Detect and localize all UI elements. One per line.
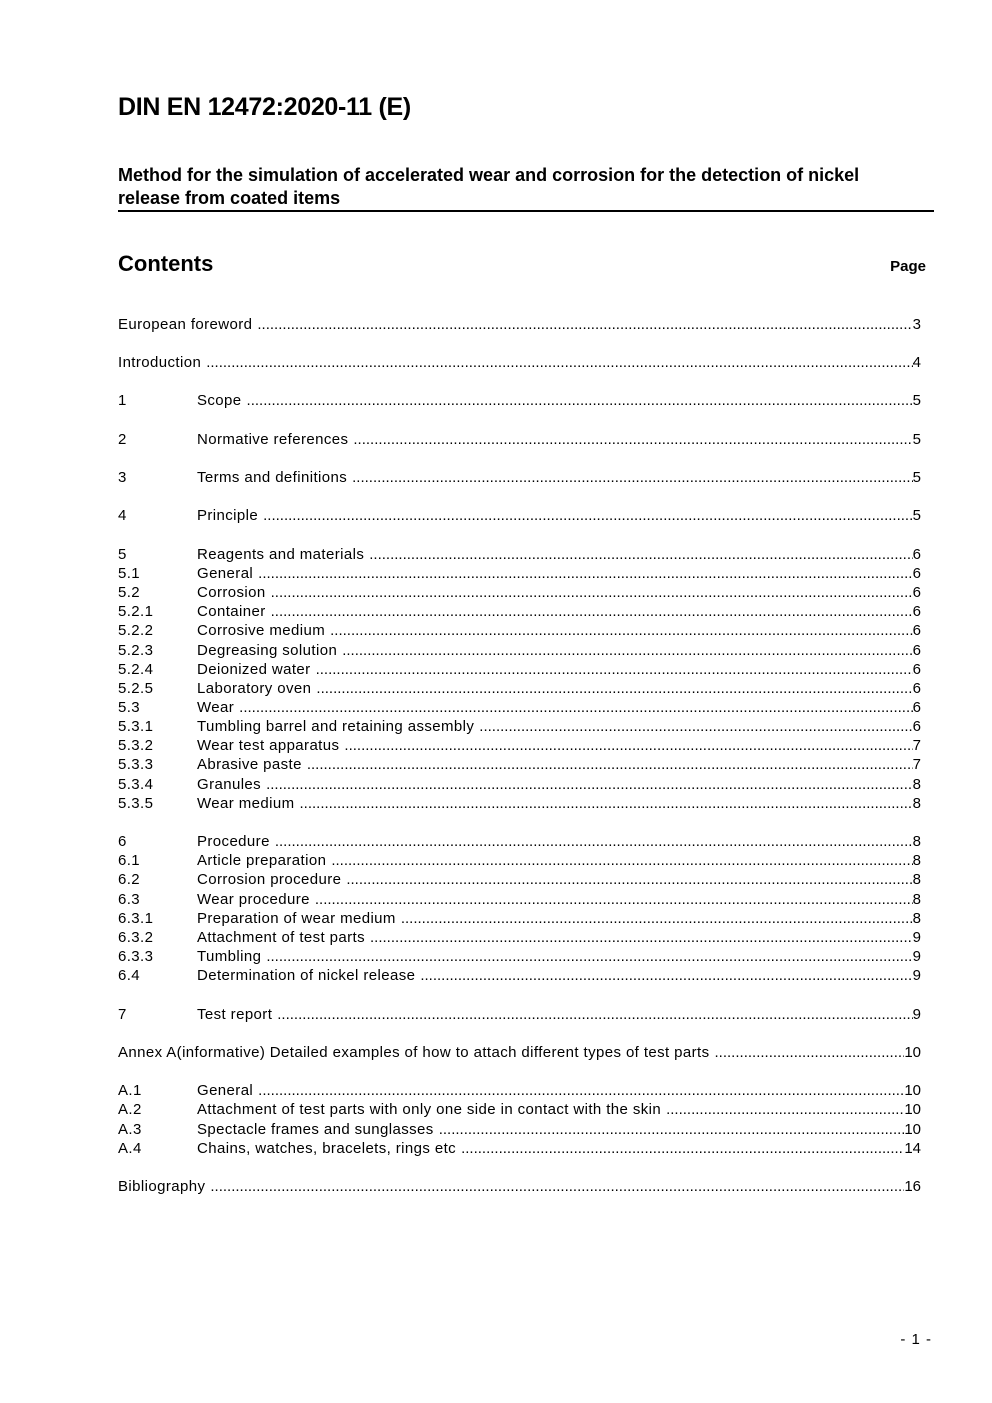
toc-entry-page: 14: [904, 1140, 921, 1157]
toc-entry-title: Tumbling barrel and retaining assembly: [197, 718, 475, 735]
toc-entry[interactable]: [118, 929, 921, 948]
title-divider: [118, 210, 934, 212]
toc-leader-dots: [316, 680, 912, 697]
toc-entry[interactable]: [118, 316, 921, 335]
toc-entry-title: Deionized water: [197, 661, 311, 678]
toc-entry-number: 5: [118, 546, 127, 563]
toc-entry-title: Laboratory oven: [197, 680, 312, 697]
toc-leader-dots: [271, 603, 913, 620]
toc-entry[interactable]: [118, 507, 921, 526]
toc-entry[interactable]: [118, 1101, 921, 1120]
toc-leader-dots: [342, 642, 912, 659]
toc-entry-number: 2: [118, 431, 127, 448]
toc-entry-number: 5.3.1: [118, 718, 154, 735]
toc-entry[interactable]: [118, 852, 921, 871]
toc-entry-number: 5.3.5: [118, 795, 154, 812]
toc-entry-title: Corrosion procedure: [197, 871, 342, 888]
toc-leader-dots: [239, 699, 912, 716]
toc-leader-dots: [352, 469, 913, 486]
toc-entry-title: Scope: [197, 392, 242, 409]
toc-entry-page: 8: [912, 871, 921, 888]
toc-entry[interactable]: [118, 795, 921, 814]
toc-leader-dots: [715, 1044, 905, 1061]
toc-entry-page: 5: [912, 431, 921, 448]
toc-entry-number: 6.1: [118, 852, 141, 869]
toc-leader-dots: [266, 776, 913, 793]
toc-entry-title: Wear test apparatus: [197, 737, 340, 754]
toc-entry-page: 6: [912, 622, 921, 639]
toc-leader-dots: [316, 661, 913, 678]
toc-entry-number: 6.3.2: [118, 929, 154, 946]
toc-leader-dots: [206, 354, 912, 371]
toc-entry-title: Chains, watches, bracelets, rings etc: [197, 1140, 457, 1157]
toc-entry-number: 5.2.1: [118, 603, 154, 620]
toc-entry-page: 9: [912, 929, 921, 946]
document-id: DIN EN 12472:2020-11 (E): [118, 93, 411, 121]
toc-entry-title: Abrasive paste: [197, 756, 302, 773]
toc-entry-number: 7: [118, 1006, 127, 1023]
toc-entry-title: Bibliography: [118, 1178, 206, 1195]
toc-entry[interactable]: [118, 603, 921, 622]
toc-entry[interactable]: [118, 1140, 921, 1159]
toc-entry-page: 6: [912, 603, 921, 620]
toc-entry-title: Normative references: [197, 431, 349, 448]
toc-leader-dots: [247, 392, 913, 409]
toc-entry-page: 8: [912, 795, 921, 812]
toc-entry-number: 6.3: [118, 891, 141, 908]
toc-entry-title: Container: [197, 603, 266, 620]
toc-entry[interactable]: [118, 967, 921, 986]
page-column-label: Page: [890, 258, 926, 275]
toc-entry-title: Article preparation: [197, 852, 327, 869]
toc-entry-page: 9: [912, 967, 921, 984]
toc-entry[interactable]: [118, 910, 921, 929]
toc-leader-dots: [420, 967, 912, 984]
toc-leader-dots: [346, 871, 912, 888]
toc-entry-page: 8: [912, 910, 921, 927]
toc-leader-dots: [277, 1006, 912, 1023]
toc-entry-page: 5: [912, 507, 921, 524]
toc-entry-number: 5.2.3: [118, 642, 154, 659]
toc-entry-title: Terms and definitions: [197, 469, 348, 486]
toc-leader-dots: [299, 795, 912, 812]
toc-entry-title: Tumbling: [197, 948, 262, 965]
toc-entry-number: 5.3.3: [118, 756, 154, 773]
toc-entry-title: Spectacle frames and sunglasses: [197, 1121, 434, 1138]
toc-entry[interactable]: [118, 699, 921, 718]
toc-entry-title: Procedure: [197, 833, 270, 850]
toc-entry-page: 8: [912, 776, 921, 793]
toc-entry-page: 16: [904, 1178, 921, 1195]
toc-entry[interactable]: [118, 1006, 921, 1025]
toc-entry-title: Corrosive medium: [197, 622, 326, 639]
toc-entry-number: A.1: [118, 1082, 142, 1099]
toc-entry-title: Wear medium: [197, 795, 295, 812]
toc-leader-dots: [263, 507, 913, 524]
toc-entry[interactable]: [118, 1121, 921, 1140]
toc-entry-number: 6.3.3: [118, 948, 154, 965]
toc-leader-dots: [369, 546, 912, 563]
toc-entry-page: 8: [912, 852, 921, 869]
toc-entry[interactable]: [118, 392, 921, 411]
toc-leader-dots: [330, 622, 913, 639]
toc-entry-title: Principle: [197, 507, 259, 524]
toc-leader-dots: [439, 1121, 905, 1138]
toc-entry-page: 6: [912, 680, 921, 697]
toc-entry-page: 8: [912, 833, 921, 850]
toc-leader-dots: [258, 565, 912, 582]
toc-entry[interactable]: [118, 833, 921, 852]
toc-entry-page: 6: [912, 661, 921, 678]
toc-entry[interactable]: [118, 469, 921, 488]
toc-leader-dots: [315, 891, 913, 908]
toc-entry[interactable]: [118, 891, 921, 910]
toc-leader-dots: [331, 852, 912, 869]
toc-entry-number: 5.2.5: [118, 680, 154, 697]
toc-leader-dots: [210, 1178, 904, 1195]
toc-entry-title: Corrosion: [197, 584, 266, 601]
toc-entry[interactable]: [118, 680, 921, 699]
document-title: Method for the simulation of accelerated wear and corrosion for the detection of nickel release from coated items: [118, 165, 860, 208]
toc-leader-dots: [257, 316, 912, 333]
toc-entry-number: 4: [118, 507, 127, 524]
toc-entry-number: 3: [118, 469, 127, 486]
toc-entry-number: 5.1: [118, 565, 141, 582]
toc-entry[interactable]: [118, 642, 921, 661]
toc-entry[interactable]: [118, 948, 921, 967]
toc-entry-number: 1: [118, 392, 127, 409]
toc-leader-dots: [370, 929, 913, 946]
toc-leader-dots: [271, 584, 913, 601]
toc-entry-title: Annex A(informative) Detailed examples of how to attach different types of test parts: [118, 1044, 710, 1061]
toc-entry-page: 7: [912, 756, 921, 773]
toc-entry-page: 6: [912, 718, 921, 735]
toc-entry-number: A.3: [118, 1121, 142, 1138]
toc-entry-title: Wear procedure: [197, 891, 310, 908]
toc-entry-page: 5: [912, 392, 921, 409]
toc-entry-page: 6: [912, 584, 921, 601]
toc-entry[interactable]: [118, 431, 921, 450]
toc-entry-title: General: [197, 565, 254, 582]
toc-entry-title: Determination of nickel release: [197, 967, 416, 984]
toc-entry-number: 6: [118, 833, 127, 850]
toc-entry-page: 6: [912, 565, 921, 582]
toc-leader-dots: [344, 737, 912, 754]
toc-entry-title: Attachment of test parts: [197, 929, 366, 946]
toc-entry[interactable]: [118, 756, 921, 775]
toc-entry-title: European foreword: [118, 316, 253, 333]
toc-entry[interactable]: [118, 584, 921, 603]
toc-leader-dots: [666, 1101, 904, 1118]
toc-entry-page: 10: [904, 1101, 921, 1118]
toc-entry-title: Granules: [197, 776, 262, 793]
toc-entry[interactable]: [118, 776, 921, 795]
toc-entry-page: 9: [912, 948, 921, 965]
toc-entry[interactable]: [118, 871, 921, 890]
toc-entry-number: 5.3.2: [118, 737, 154, 754]
toc-entry-page: 6: [912, 642, 921, 659]
toc-entry-page: 7: [912, 737, 921, 754]
toc-entry-page: 4: [912, 354, 921, 371]
toc-entry-page: 6: [912, 699, 921, 716]
toc-entry-number: A.4: [118, 1140, 142, 1157]
toc-leader-dots: [266, 948, 912, 965]
toc-entry-page: 9: [912, 1006, 921, 1023]
toc-entry[interactable]: [118, 565, 921, 584]
toc-entry-number: 6.2: [118, 871, 141, 888]
toc-entry-page: 8: [912, 891, 921, 908]
toc-entry-title: Degreasing solution: [197, 642, 338, 659]
toc-entry-title: Wear: [197, 699, 235, 716]
toc-entry-page: 10: [904, 1044, 921, 1061]
toc-entry-title: General: [197, 1082, 254, 1099]
toc-entry-number: 6.3.1: [118, 910, 154, 927]
toc-entry-page: 10: [904, 1082, 921, 1099]
toc-entry-page: 5: [912, 469, 921, 486]
toc-leader-dots: [258, 1082, 904, 1099]
toc-entry[interactable]: [118, 661, 921, 680]
toc-leader-dots: [461, 1140, 904, 1157]
toc-entry-number: 5.2.4: [118, 661, 154, 678]
toc-leader-dots: [307, 756, 913, 773]
toc-entry-page: 3: [912, 316, 921, 333]
toc-entry-title: Reagents and materials: [197, 546, 365, 563]
toc-entry-number: 6.4: [118, 967, 141, 984]
toc-entry[interactable]: [118, 718, 921, 737]
toc-entry[interactable]: [118, 354, 921, 373]
toc-entry-page: 6: [912, 546, 921, 563]
toc-entry-title: Introduction: [118, 354, 202, 371]
toc-entry-number: 5.2: [118, 584, 141, 601]
contents-heading: Contents: [118, 251, 214, 276]
toc-leader-dots: [353, 431, 912, 448]
toc-entry-number: A.2: [118, 1101, 142, 1118]
toc-entry[interactable]: [118, 546, 921, 565]
toc-entry[interactable]: [118, 1178, 921, 1197]
toc-entry[interactable]: [118, 1082, 921, 1101]
toc-leader-dots: [275, 833, 913, 850]
toc-entry-number: 5.3.4: [118, 776, 154, 793]
toc-entry-number: 5.2.2: [118, 622, 154, 639]
toc-entry[interactable]: [118, 1044, 921, 1063]
toc-leader-dots: [479, 718, 912, 735]
toc-entry-page: 10: [904, 1121, 921, 1138]
toc-entry-title: Preparation of wear medium: [197, 910, 396, 927]
toc-entry[interactable]: [118, 622, 921, 641]
toc-leader-dots: [401, 910, 913, 927]
page-number: - 1 -: [900, 1331, 932, 1348]
toc-entry[interactable]: [118, 737, 921, 756]
toc-entry-number: 5.3: [118, 699, 141, 716]
toc-entry-title: Attachment of test parts with only one side in contact with the skin: [197, 1101, 662, 1118]
toc-entry-title: Test report: [197, 1006, 273, 1023]
